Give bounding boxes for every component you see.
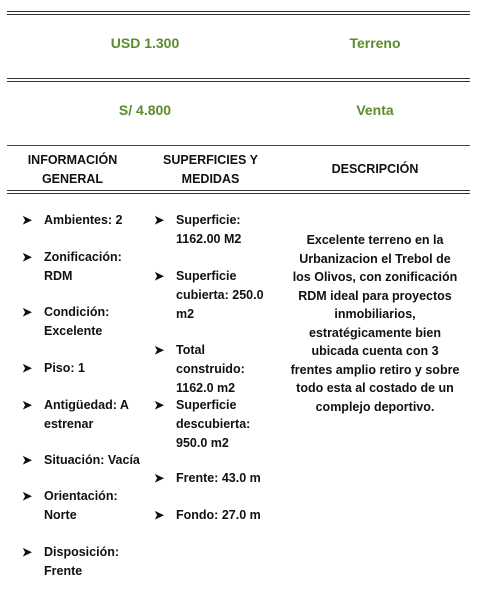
header-general: INFORMACIÓN GENERAL bbox=[27, 153, 118, 186]
arrow-right-icon: ➤ bbox=[22, 213, 33, 227]
arrow-right-icon: ➤ bbox=[154, 398, 165, 412]
arrow-right-icon: ➤ bbox=[154, 471, 165, 485]
general-item-orientacion: Orientación: Norte bbox=[44, 489, 118, 522]
general-item-condicion: Condición: Excelente bbox=[44, 305, 110, 338]
general-item-ambientes: Ambientes: 2 bbox=[44, 213, 123, 227]
arrow-right-icon: ➤ bbox=[154, 508, 165, 522]
price-usd: USD 1.300 bbox=[110, 35, 180, 51]
arrow-right-icon: ➤ bbox=[154, 269, 165, 283]
surface-item-descubierta: Superficie descubierta: 950.0 m2 bbox=[176, 398, 251, 450]
general-item-piso: Piso: 1 bbox=[44, 361, 85, 375]
arrow-right-icon: ➤ bbox=[22, 361, 33, 375]
description-text: Excelente terreno en la Urbanizacion el Trebol de los Olivos, con zonificación RDM ideal para proyectos inmobiliarios, estratégicamente bien ubicada cuenta con 3 frentes amplio retiro y sobre todo esta al costado de un complejo deportivo. bbox=[290, 233, 460, 414]
divider-2 bbox=[7, 145, 470, 147]
arrow-right-icon: ➤ bbox=[22, 398, 33, 412]
price-type-venta: Venta bbox=[356, 102, 394, 118]
arrow-right-icon: ➤ bbox=[22, 545, 33, 559]
header-surfaces: SUPERFICIES Y MEDIDAS bbox=[163, 153, 258, 186]
surface-item-superficie: Superficie: 1162.00 M2 bbox=[176, 213, 242, 246]
surface-item-frente: Frente: 43.0 m bbox=[176, 471, 261, 485]
price-type-terreno: Terreno bbox=[349, 35, 401, 51]
general-item-situacion: Situación: Vacía bbox=[44, 453, 140, 467]
general-item-disposicion: Disposición: Frente bbox=[44, 545, 120, 578]
surface-item-cubierta: Superficie cubierta: 250.0 m2 bbox=[176, 269, 264, 321]
general-item-antiguedad: Antigüedad: A estrenar bbox=[44, 398, 129, 431]
top-divider bbox=[7, 11, 470, 15]
surface-item-total: Total construido: 1162.0 m2 bbox=[176, 343, 245, 395]
header-divider bbox=[7, 190, 470, 194]
price-row-venta bbox=[0, 102, 478, 132]
general-item-zonificacion: Zonificación: RDM bbox=[44, 250, 122, 283]
arrow-right-icon: ➤ bbox=[22, 305, 33, 319]
divider-1 bbox=[7, 78, 470, 82]
price-row-terreno bbox=[0, 35, 478, 65]
arrow-right-icon: ➤ bbox=[154, 343, 165, 357]
header-description: DESCRIPCIÓN bbox=[331, 162, 419, 176]
arrow-right-icon: ➤ bbox=[22, 489, 33, 503]
surface-item-fondo: Fondo: 27.0 m bbox=[176, 508, 261, 522]
arrow-right-icon: ➤ bbox=[22, 453, 33, 467]
arrow-right-icon: ➤ bbox=[154, 213, 165, 227]
price-soles: S/ 4.800 bbox=[118, 102, 172, 118]
arrow-right-icon: ➤ bbox=[22, 250, 33, 264]
